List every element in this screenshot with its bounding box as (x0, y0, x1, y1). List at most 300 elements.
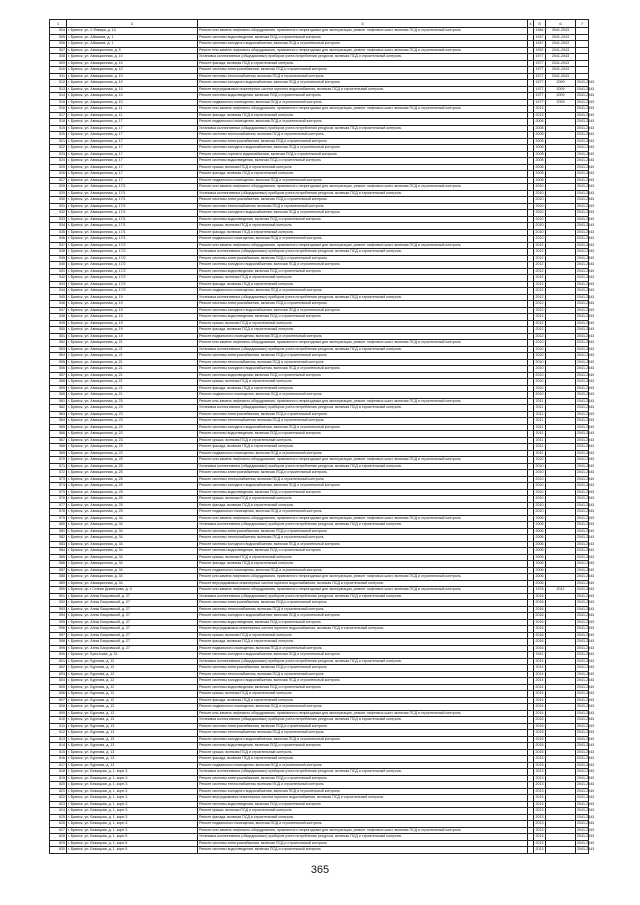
work-type-cell: Ремонт подвального помещения, включая ПСД и строительный контроль (198, 99, 528, 106)
year-built-cell: 2014 (535, 684, 544, 689)
year-built-cell: 2010 (535, 483, 544, 487)
planned-period-cell: 2041-2043 (577, 847, 595, 851)
planned-period-cell: 2041-2043 (577, 99, 595, 104)
work-type-cell: Ремонт системы водоотведения, включая ПСД и строительный контроль (198, 743, 528, 750)
work-type-cell: Ремонт подвального помещения, включая ПСД и строительный контроль (198, 392, 528, 399)
year-built-cell: 2012 (535, 249, 544, 253)
work-type-cell: Ремонт системы водоотведения, включая ПСД и строительный контроль (198, 431, 528, 438)
planned-period-cell: 2041-2043 (577, 398, 595, 403)
work-type-cell: Ремонт системы водоотведения, включая ПСД и строительный контроль (198, 619, 528, 626)
planned-period-cell: 2041-2043 (577, 535, 595, 539)
row-number-cell: 625 (50, 814, 67, 821)
address-cell: г. Брянск, ул. Авиационная, д. 19 (67, 301, 198, 308)
year-built-cell: 2013 (535, 112, 544, 117)
address-cell: г. Брянск, ул. Авиационная, д. 23 (67, 405, 198, 412)
planned-period-cell: 2041-2043 (577, 580, 595, 585)
address-cell: г. Брянск, ул. Авиационная, д. 11 (67, 112, 198, 119)
planned-period-cell: 2041-2043 (577, 502, 595, 507)
year-built-cell: 2014 (535, 704, 544, 708)
year-built-cell: 2010 (535, 340, 544, 344)
address-cell: г. Брянск, ул. Авиационная, д. 23 (67, 418, 198, 425)
planned-period-cell: 2041-2043 (577, 255, 595, 260)
year-built-cell: 2012 (535, 327, 544, 331)
planned-period-cell: 2041-2043 (577, 437, 595, 442)
work-type-cell: Установка коллективных (общедомовых) приборов учета потребления ресурсов, включая ПСД и строительный контроль (198, 54, 528, 61)
year-built-cell: 2012 (535, 262, 544, 266)
row-number-cell: 603 (50, 671, 67, 678)
address-cell: г. Брянск, ул. Бурлова, д. 12 (67, 704, 198, 711)
work-type-cell: Ремонт системы горячего водоснабжения, включая ПСД и строительный контроль (198, 151, 528, 158)
year-built-cell: 1977 (535, 60, 544, 65)
year-built-cell: 1977 (535, 99, 544, 104)
year-last-repair-cell: 2041-2043 (546, 60, 576, 67)
planned-period-cell: 2041-2043 (577, 639, 595, 643)
work-type-cell: Ремонт системы теплоснабжения, включая ПСД и строительный контроль (198, 535, 528, 542)
address-cell: г. Брянск, ул. Бурлова, д. 13 (67, 717, 198, 724)
address-cell: г. Брянск, ул. Авиационная, д. 25 (67, 496, 198, 503)
planned-period-cell: 2041-2043 (577, 736, 595, 741)
work-type-cell: Ремонт фасада, включая ПСД и строительный контроль (198, 60, 528, 67)
work-type-cell: Ремонт или замена лифтового оборудования, признанного непригодным для эксплуатации, ремонт лифтовых шахт, включая ПСД и строительный контроль (198, 340, 528, 347)
work-type-cell: Ремонт подвального помещения, включая ПСД и строительный контроль (198, 567, 528, 574)
year-last-repair-cell: 2041-2043 (546, 67, 576, 74)
row-number-cell: 583 (50, 541, 67, 548)
year-built-cell: 2010 (535, 366, 544, 370)
planned-period-cell: 2041-2043 (577, 632, 595, 637)
year-built-cell: 2015 (535, 723, 544, 728)
work-type-cell: Установка коллективных (общедомовых) приборов учета потребления ресурсов, включая ПСД и строительный контроль (198, 405, 528, 412)
row-number-cell: 545 (50, 294, 67, 301)
work-type-cell: Ремонт системы холодного водоснабжения, включая ПСД и строительный контроль (198, 262, 528, 269)
year-built-cell: 2010 (535, 372, 544, 377)
row-number-cell: 593 (50, 606, 67, 613)
year-built-cell: 2015 (535, 749, 544, 754)
planned-period-cell: 2041-2043 (577, 151, 595, 156)
address-cell: г. Брянск, ул. Авиационная, д. 19 (67, 320, 198, 327)
year-built-cell: 2010 (535, 359, 544, 364)
address-cell: г. Брянск, ул. Бежицкая, д. 1, корп.3 (67, 769, 198, 776)
work-type-cell: Ремонт подвального помещения, включая ПСД и строительный контроль (198, 177, 528, 184)
work-type-cell: Ремонт системы холодного водоснабжения, включая ПСД и строительный контроль (198, 80, 528, 87)
address-cell: г. Брянск, ул. Бурлова, д. 13 (67, 730, 198, 737)
year-built-cell: 2012 (535, 281, 544, 286)
year-built-cell: 2012 (535, 314, 544, 318)
work-type-cell: Ремонт системы теплоснабжения, включая ПСД и строительный контроль (198, 476, 528, 483)
address-cell: г. Брянск, ул. Бурлова, д. 13 (67, 749, 198, 756)
work-type-cell: Ремонт крыши, включая ПСД и строительный контроль (198, 808, 528, 815)
year-built-cell: 2010 (535, 392, 544, 396)
row-number-cell: 521 (50, 138, 67, 145)
year-built-cell: 2010 (535, 489, 544, 494)
address-cell: г. Брянск, ул. Авиационная, д. 34 (67, 554, 198, 561)
work-type-cell: Установка коллективных (общедомовых) приборов учета потребления ресурсов, включая ПСД и строительный контроль (198, 125, 528, 132)
address-cell: г. Брянск, ул. Авиационная, д. 34 (67, 528, 198, 535)
planned-period-cell: 2041-2043 (577, 197, 595, 201)
year-built-cell: 2010 (535, 223, 544, 227)
row-number-cell: 556 (50, 366, 67, 373)
row-number-cell: 574 (50, 483, 67, 490)
row-number-cell: 566 (50, 431, 67, 438)
address-cell: г. Брянск, ул. Бежицкая, д. 1, корп.3 (67, 827, 198, 834)
work-type-cell: Ремонт системы электроснабжения, включая ПСД и строительный контроль (198, 470, 528, 477)
row-number-cell: 563 (50, 411, 67, 418)
address-cell: г. Брянск, ул. Авиационная, д. 34 (67, 574, 198, 581)
address-cell: г. Брянск, ул. Бежицкая, д. 1, корп.5 (67, 834, 198, 841)
work-type-cell: Ремонт системы водоотведения, включая ПСД и строительный контроль (198, 847, 528, 854)
planned-period-cell: 2041-2043 (577, 242, 595, 247)
planned-period-cell: 2041-2043 (577, 801, 595, 806)
planned-period-cell: 2041-2043 (577, 593, 595, 598)
repair-program-table (49, 19, 595, 854)
row-number-cell: 595 (50, 619, 67, 626)
planned-period-cell: 2041-2043 (577, 522, 595, 526)
address-cell: г. Брянск, ул. Авиационная, д. 21 (67, 385, 198, 392)
address-cell: г. Брянск, ул. Бежицкая, д. 1, корп.3 (67, 782, 198, 789)
planned-period-cell: 2041-2043 (577, 476, 595, 481)
work-type-cell: Ремонт или замена лифтового оборудования, признанного непригодным для эксплуатации, ремонт лифтовых шахт, включая ПСД и строительный контроль (198, 398, 528, 405)
year-built-cell: 2012 (535, 288, 544, 292)
address-cell: г. Брянск, ул. Бурлова, д. 13 (67, 723, 198, 730)
planned-period-cell: 2041-2043 (577, 444, 595, 448)
address-cell: г. Брянск, ул. Авиационная, д. 34 (67, 561, 198, 568)
row-number-cell: 551 (50, 333, 67, 340)
planned-period-cell: 2041-2043 (577, 606, 595, 611)
address-cell: г. Брянск, ул. Анны Баоровской, д. 27 (67, 613, 198, 620)
row-number-cell: 578 (50, 509, 67, 516)
planned-period-cell: 2041-2043 (577, 808, 595, 812)
year-built-cell: 2012 (535, 301, 544, 305)
work-type-cell: Ремонт подвального помещения, включая ПСД и строительный контроль (198, 119, 528, 126)
planned-period-cell: 2041-2043 (577, 541, 595, 546)
planned-period-cell: 2041-2043 (577, 236, 595, 240)
year-built-cell: 2010 (535, 496, 544, 500)
planned-period-cell: 2041-2043 (577, 249, 595, 253)
row-number-cell: 515 (50, 99, 67, 106)
planned-period-cell: 2041-2043 (577, 411, 595, 416)
address-cell: г. Брянск, ул. Авиационная, д. 25 (67, 489, 198, 496)
planned-period-cell: 2041-2043 (577, 613, 595, 617)
address-cell: г. Брянск, ул. Бежицкая, д. 1, корп.5 (67, 847, 198, 854)
column-header: 5 (534, 20, 546, 28)
year-built-cell: 2010 (535, 457, 544, 461)
work-type-cell: Ремонт крыши, включая ПСД и строительный контроль (198, 496, 528, 503)
row-number-cell: 617 (50, 762, 67, 769)
address-cell: г. Брянск, ул. Авиационная, д. 34 (67, 567, 198, 574)
work-type-cell: Ремонт системы холодного водоснабжения, включая ПСД и строительный контроль (198, 652, 528, 659)
row-number-cell: 608 (50, 704, 67, 711)
row-number-cell: 619 (50, 775, 67, 782)
row-number-cell: 579 (50, 515, 67, 522)
planned-period-cell: 2041-2043 (577, 762, 595, 767)
row-number-cell: 616 (50, 756, 67, 763)
address-cell: г. Брянск, ул. Бурлова, д. 12 (67, 691, 198, 698)
planned-period-cell: 2041-2043 (577, 463, 595, 468)
column-header: 7 (576, 20, 589, 28)
row-number-cell: 514 (50, 93, 67, 100)
address-cell: г. Брянск, ул. Авиационная, д. 17/1 (67, 210, 198, 217)
year-built-cell: 2010 (535, 197, 544, 201)
planned-period-cell: 2041-2043 (577, 665, 595, 669)
year-built-cell: 2010 (535, 190, 544, 195)
row-number-cell: 505 (50, 34, 67, 41)
address-cell: г. Брянск, ул. Авиационная, д. 17/1 (67, 236, 198, 243)
row-number-cell: 569 (50, 450, 67, 457)
address-cell: г. Брянск, ул. Авиационная, д. 34 (67, 515, 198, 522)
planned-period-cell: 2041-2043 (577, 840, 595, 845)
row-number-cell: 554 (50, 353, 67, 360)
year-last-repair-cell: 2041-2043 (546, 47, 576, 54)
work-type-cell: Ремонт подвального помещения, включая ПСД и строительный контроль (198, 288, 528, 295)
address-cell: г. Брянск, ул. Авиационная, д. 17/2 (67, 268, 198, 275)
year-built-cell: 2012 (535, 320, 544, 325)
work-type-cell: Ремонт системы холодного водоснабжения, включая ПСД и строительный контроль (198, 483, 528, 490)
row-number-cell: 577 (50, 502, 67, 509)
work-type-cell: Ремонт системы электроснабжения, включая ПСД и строительный контроль (198, 840, 528, 847)
address-cell: г. Брянск, ул. Авиационная, д. 34 (67, 535, 198, 542)
address-cell: г. Брянск, ул. Авиационная, д. 21 (67, 372, 198, 379)
work-type-cell: Ремонт или замена лифтового оборудования, признанного непригодным для эксплуатации, ремонт лифтовых шахт, включая ПСД и строительный контроль (198, 28, 528, 35)
row-number-cell: 538 (50, 249, 67, 256)
work-type-cell: Ремонт крыши, включая ПСД и строительный контроль (198, 632, 528, 639)
row-number-cell: 561 (50, 398, 67, 405)
work-type-cell: Установка коллективных (общедомовых) приборов учета потребления ресурсов, включая ПСД и строительный контроль (198, 658, 528, 665)
address-cell: г. Брянск, ул. Бурлова, д. 13 (67, 743, 198, 750)
year-built-cell: 2006 (535, 567, 544, 572)
work-type-cell: Ремонт системы водоотведения, включая ПСД и строительный контроль (198, 684, 528, 691)
work-type-cell: Установка коллективных (общедомовых) приборов учета потребления ресурсов, включая ПСД и строительный контроль (198, 717, 528, 724)
address-cell: г. Брянск, ул. Авиационная, д. 10 (67, 73, 198, 80)
row-number-cell: 511 (50, 73, 67, 80)
planned-period-cell: 2041-2043 (577, 203, 595, 208)
row-number-cell: 519 (50, 125, 67, 132)
address-cell: г. Брянск, ул. Авиационная, д. 17/1 (67, 203, 198, 210)
row-number-cell: 507 (50, 47, 67, 54)
planned-period-cell: 2041-2043 (577, 697, 595, 702)
address-cell: г. Брянск, ул. Авиационная, д. 19 (67, 307, 198, 314)
row-number-cell: 571 (50, 463, 67, 470)
work-type-cell: Ремонт системы водоотведения, включая ПСД и строительный контроль (198, 93, 528, 100)
address-cell: г. Брянск, ул. Авиационная, д. 19 (67, 294, 198, 301)
planned-period-cell: 2041-2043 (577, 145, 595, 149)
year-built-cell: 1976 (535, 587, 544, 591)
row-number-cell: 504 (50, 28, 67, 35)
year-last-repair-cell: 2009 (546, 93, 576, 100)
address-cell: г. Брянск, ул. Авиационная, д. 10 (67, 99, 198, 106)
work-type-cell: Ремонт системы холодного водоснабжения, включая ПСД и строительный контроль (198, 210, 528, 217)
row-number-cell: 621 (50, 788, 67, 795)
planned-period-cell: 2041-2043 (577, 658, 595, 663)
year-built-cell: 1947 (535, 41, 544, 45)
work-type-cell: Ремонт крыши, включая ПСД и строительный контроль (198, 691, 528, 698)
row-number-cell: 525 (50, 164, 67, 171)
row-number-cell: 520 (50, 132, 67, 139)
year-built-cell: 2010 (535, 470, 544, 474)
address-cell: г. Брянск, ул. Авиационная, д. 17/2 (67, 249, 198, 256)
row-number-cell: 615 (50, 749, 67, 756)
year-built-cell: 2013 (535, 821, 544, 825)
planned-period-cell: 2041-2043 (577, 223, 595, 227)
work-type-cell: Ремонт подвального помещения, включая ПСД и строительный контроль (198, 645, 528, 652)
year-built-cell: 1977 (535, 86, 544, 91)
row-number-cell: 536 (50, 236, 67, 243)
planned-period-cell: 2041-2043 (577, 431, 595, 435)
planned-period-cell: 2041-2043 (577, 210, 595, 214)
row-number-cell: 590 (50, 587, 67, 594)
row-number-cell: 626 (50, 821, 67, 828)
work-type-cell: Ремонт или замена лифтового оборудования, признанного непригодным для эксплуатации, ремонт лифтовых шахт, включая ПСД и строительный контроль (198, 710, 528, 717)
year-built-cell: 2016 (535, 619, 544, 624)
work-type-cell: Ремонт фасада, включая ПСД и строительный контроль (198, 327, 528, 334)
work-type-cell: Ремонт системы водоотведения, включая ПСД и строительный контроль (198, 489, 528, 496)
row-number-cell: 572 (50, 470, 67, 477)
planned-period-cell: 2041-2043 (577, 554, 595, 559)
work-type-cell: Ремонт системы холодного водоснабжения, включая ПСД и строительный контроль (198, 541, 528, 548)
address-cell: г. Брянск, ул. Анны Баоровской, д. 27 (67, 606, 198, 613)
planned-period-cell: 2041-2043 (577, 782, 595, 786)
address-cell: г. Брянск, ул. Авиационная, д. 17 (67, 119, 198, 126)
planned-period-cell: 2041-2043 (577, 281, 595, 286)
column-header: 6 (546, 20, 576, 28)
year-built-cell: 2013 (535, 106, 544, 110)
address-cell: г. Брянск, ул. Анны Баоровской, д. 27 (67, 619, 198, 626)
row-number-cell: 614 (50, 743, 67, 750)
work-type-cell: Ремонт системы холодного водоснабжения, включая ПСД и строительный контроль (198, 613, 528, 620)
year-built-cell: 2010 (535, 385, 544, 390)
work-type-cell: Ремонт системы теплоснабжения, включая ПСД и строительный контроль (198, 606, 528, 613)
planned-period-cell: 2041-2043 (577, 190, 595, 195)
address-cell: г. Брянск, ул. Авиационная, д. 25 (67, 483, 198, 490)
work-type-cell: Ремонт крыши, включая ПСД и строительный контроль (198, 275, 528, 282)
year-built-cell: 2016 (535, 645, 544, 650)
planned-period-cell: 2041-2043 (577, 372, 595, 377)
work-type-cell: Ремонт системы электроснабжения, включая ПСД и строительный контроль (198, 528, 528, 535)
planned-period-cell: 2041-2043 (577, 93, 595, 97)
year-built-cell: 2008 (535, 138, 544, 143)
row-number-cell: 599 (50, 645, 67, 652)
row-number-cell: 585 (50, 554, 67, 561)
row-number-cell: 560 (50, 392, 67, 399)
planned-period-cell: 2041-2043 (577, 125, 595, 130)
row-number-cell: 534 (50, 223, 67, 230)
address-cell: г. Брянск, ул. Бежицкая, д. 1, корп.3 (67, 775, 198, 782)
work-type-cell: Ремонт или замена лифтового оборудования, признанного непригодным для эксплуатации, ремонт лифтовых шахт, включая ПСД и строительный контроль (198, 242, 528, 249)
year-built-cell: 2011 (534, 450, 546, 457)
planned-period-cell: 2041-2043 (577, 743, 595, 747)
address-cell: г. Брянск, ул. Авиационная, д. 25 (67, 457, 198, 464)
address-cell: г. Брянск, ул. Авиационная, д. 17/2 (67, 288, 198, 295)
work-type-cell: Ремонт фасада, включая ПСД и строительный контроль (198, 639, 528, 646)
address-cell: г. Брянск, ул. Авиационная, д. 34 (67, 522, 198, 529)
planned-period-cell: 2041-2043 (577, 489, 595, 494)
planned-period-cell: 2041-2043 (577, 619, 595, 624)
planned-period-cell: 2041-2043 (577, 385, 595, 390)
work-type-cell: Ремонт системы электроснабжения, включая ПСД и строительный контроль (198, 775, 528, 782)
address-cell: г. Брянск, ул. Авиационная, д. 17 (67, 145, 198, 152)
work-type-cell: Ремонт или замена лифтового оборудования, признанного непригодным для эксплуатации, ремонт лифтовых шахт, включая ПСД и строительный контроль (198, 457, 528, 464)
planned-period-cell: 2041-2043 (577, 795, 595, 799)
work-type-cell: Ремонт системы холодного водоснабжения, включая ПСД и строительный контроль (198, 41, 528, 48)
planned-period-cell: 2041-2043 (577, 307, 595, 312)
row-number-cell: 568 (50, 444, 67, 451)
planned-period-cell: 2041-2043 (577, 262, 595, 266)
planned-period-cell: 2041-2043 (577, 756, 595, 760)
work-type-cell: Установка коллективных (общедомовых) приборов учета потребления ресурсов, включая ПСД и строительный контроль (198, 249, 528, 256)
row-number-cell: 564 (50, 418, 67, 425)
work-type-cell: Ремонт системы водоотведения, включая ПСД и строительный контроль (198, 372, 528, 379)
year-last-repair-cell (546, 847, 576, 854)
address-cell: г. Брянск, ул. Авиационная, д. 25 (67, 502, 198, 509)
address-cell: г. Брянск, ул. Авиационная, д. 25 (67, 476, 198, 483)
row-number-cell: 542 (50, 275, 67, 282)
planned-period-cell: 2041-2043 (577, 138, 595, 143)
work-type-cell: Ремонт фасада, включая ПСД и строительный контроль (198, 281, 528, 288)
year-last-repair-cell: 2009 (546, 80, 576, 87)
work-type-cell: Ремонт системы электроснабжения, включая ПСД и строительный контроль (198, 301, 528, 308)
row-number-cell: 532 (50, 210, 67, 217)
row-number-cell: 573 (50, 476, 67, 483)
work-type-cell: Ремонт системы теплоснабжения, включая ПСД и строительный контроль (198, 73, 528, 80)
row-number-cell: 591 (50, 593, 67, 600)
row-number-cell: 627 (50, 827, 67, 834)
row-number-cell: 527 (50, 177, 67, 184)
work-type-cell: Ремонт подвального помещения, включая ПСД и строительный контроль (198, 762, 528, 769)
row-number-cell: 598 (50, 639, 67, 646)
planned-period-cell: 2041-2043 (577, 301, 595, 305)
row-number-cell: 587 (50, 567, 67, 574)
row-number-cell: 576 (50, 496, 67, 503)
planned-period-cell: 2041-2043 (577, 645, 595, 650)
year-built-cell: 2015 (535, 736, 544, 741)
work-type-cell: Ремонт подвального помещения, включая ПСД и строительный контроль (198, 509, 528, 516)
address-cell: г. Брянск, ул. Авиационная, д. 21 (67, 366, 198, 373)
row-number-cell: 555 (50, 359, 67, 366)
address-cell: г. Брянск, ул. Авиационная, д. 17/1 (67, 229, 198, 236)
address-cell: г. Брянск, ул. Авиационная, д. 10 (67, 54, 198, 61)
year-built-cell: 2016 (535, 626, 544, 630)
year-built-cell: 2015 (535, 743, 544, 747)
year-built-cell: 2016 (535, 613, 544, 617)
row-number-cell: 529 (50, 190, 67, 197)
year-built-cell: 2011 (534, 411, 546, 418)
year-last-repair-cell: 2041-2043 (546, 73, 576, 80)
address-cell: г. Брянск, ул. Авиационная, д. 17 (67, 138, 198, 145)
row-number-cell: 601 (50, 658, 67, 665)
year-built-cell: 2008 (535, 119, 544, 123)
year-built-cell: 2016 (535, 639, 544, 643)
row-number-cell: 559 (50, 385, 67, 392)
address-cell: г. Брянск, ул. 2 Января, д. 10 (67, 28, 198, 35)
planned-period-cell: 2041-2043 (577, 294, 595, 299)
work-type-cell: Ремонт системы водоотведения, включая ПСД и строительный контроль (198, 801, 528, 808)
planned-period-cell: 2041-2043 (577, 164, 595, 169)
year-built-cell: 2008 (535, 151, 544, 156)
row-number-cell: 622 (50, 795, 67, 802)
address-cell: г. Брянск, ул. Авиационная, д. 17 (67, 132, 198, 139)
work-type-cell: Ремонт фасада, включая ПСД и строительный контроль (198, 112, 528, 119)
row-number-cell: 539 (50, 255, 67, 262)
year-built-cell: 2008 (535, 164, 544, 169)
year-built-cell: 2006 (535, 554, 544, 559)
planned-period-cell: 2041-2043 (577, 424, 595, 429)
address-cell: г. Брянск, ул. Бурлова, д. 12 (67, 684, 198, 691)
work-type-cell: Ремонт подвального помещения, включая ПСД и строительный контроль (198, 450, 528, 457)
row-number-cell: 613 (50, 736, 67, 743)
planned-period-cell: 2041-2043 (577, 327, 595, 331)
planned-period-cell: 2041-2043 (577, 528, 595, 533)
planned-period-cell: 2041-2043 (577, 379, 595, 383)
row-number-cell: 567 (50, 437, 67, 444)
year-built-cell: 1977 (535, 93, 544, 97)
